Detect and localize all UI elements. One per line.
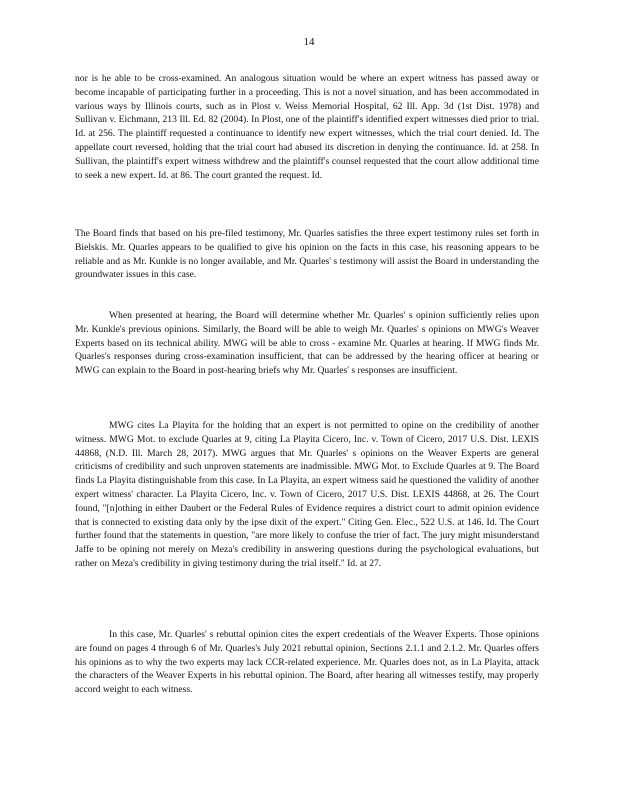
page-number: 14 (303, 36, 315, 48)
paragraph-plost-sullivan: nor is he able to be cross-examined. An analogous situation would be where an expert witness has passed away or become incapable of participating further in a proceeding. This is not a novel situation, and has been accommodated in various ways by Illinois courts, such as in Plost v. Weiss Memorial Hospital, 62 Ill. App. 3d (1st Dist. 1978) and Sullivan v. Eichmann, 213 Ill. Ed. 82 (2004). In Plost, one of the plaintiff's identified expert witnesses died prior to trial. Id. at 256. The plaintiff requested a continuance to identify new expert witnesses, which the trial court denied. Id. The appellate court reversed, holding that the trial court had abused its discretion in denying the continuance. Id. at 258. In Sullivan, the plaintiff's expert witness withdrew and the plaintiff's counsel requested that the court allow additional time to seek a new expert. Id. at 86. The court granted the request. Id. (75, 73, 539, 181)
paragraph-rebuttal-opinion: In this case, Mr. Quarles' s rebuttal opinion cites the expert credentials of the Weaver Experts. Those opinions are found on pages 4 through 6 of Mr. Quarles's July 2021 rebuttal opinion, Sections 2.1.1 and 2.1.2. Mr. Quarles offers his opinions as to why the two experts may lack CCR-related experience. Mr. Quarles does not, as in La Playita, attack the characters of the Weaver Experts in his rebuttal opinion. The Board, after hearing all witnesses testify, may properly accord weight to each witness. (75, 629, 539, 696)
paragraph-hearing-cross-examination: When presented at hearing, the Board will determine whether Mr. Quarles' s opinion sufficiently relies upon Mr. Kunkle's previous opinions. Similarly, the Board will be able to weigh Mr. Quarles' s opinions on MWG's Weaver Experts based on its technical ability. MWG will be able to cross - examine Mr. Quarles at hearing. If MWG finds Mr. Quarles's responses during cross-examination insufficient, that can be addressed by the hearing officer at hearing or MWG can explain to the Board in post-hearing briefs why Mr. Quarles' s responses are insufficient. (75, 310, 539, 377)
paragraph-board-finds-bielskis: The Board finds that based on his pre-filed testimony, Mr. Quarles satisfies the three expert testimony rules set forth in Bielskis. Mr. Quarles appears to be qualified to give his opinion on the facts in this case, his reasoning appears to be reliable and as Mr. Kunkle is no longer available, and Mr. Quarles' s testimony will assist the Board in understanding the groundwater issues in this case. (75, 228, 539, 281)
paragraph-la-playita: MWG cites La Playita for the holding that an expert is not permitted to opine on the credibility of another witness. MWG Mot. to exclude Quarles at 9, citing La Playita Cicero, Inc. v. Town of Cicero, 2017 U.S. Dist. LEXIS 44868, (N.D. Ill. March 28, 2017). MWG argues that Mr. Quarles' s opinions on the Weaver Experts are general criticisms of credibility and such unproven statements are inadmissible. MWG Mot. to Exclude Quarles at 9. The Board finds La Playita distinguishable from this case. In La Playita, an expert witness said he questioned the validity of another expert witness' character. La Playita Cicero, Inc. v. Town of Cicero, 2017 U.S. Dist. LEXIS 44868, at 26. The Court found, "[n]othing in either Daubert or the Federal Rules of Evidence requires a district court to admit opinion evidence that is connected to existing data only by the ipse dixit of the expert." Citing Gen. Elec., 522 U.S. at 146. Id. The Court further found that the statements in question, "are more likely to confuse the trier of fact. The jury might misunderstand Jaffe to be opining not merely on Meza's credibility in answering questions during the psychological evaluations, but rather on Meza's credibility in giving testimony during the trial itself." Id. at 27. (75, 420, 539, 569)
